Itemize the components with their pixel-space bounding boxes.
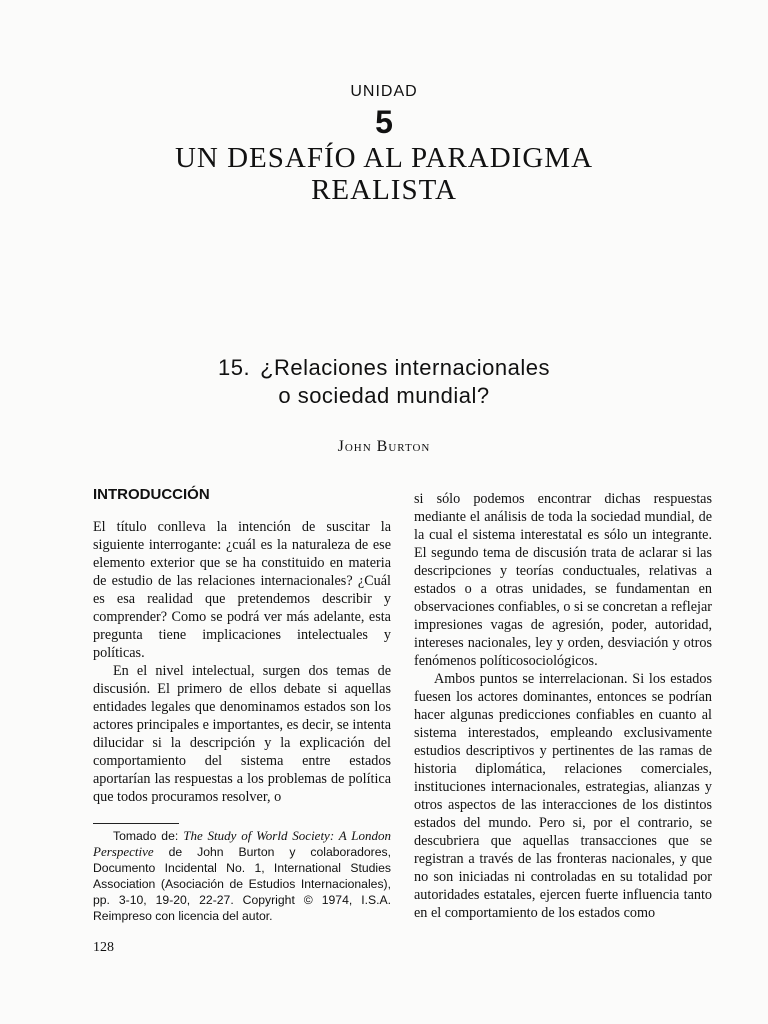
unit-title-line-2: REALISTA	[311, 174, 457, 206]
paragraph: El título conlleva la intención de suscitar la siguiente interrogante: ¿cuál es la naturaleza de ese elemento exterior que se ha constituido en materia de estudio de las relaciones internacionales? ¿Cuál es esa realidad que pretendemos describir y comprender? Como se podrá ver más adelante, esta pregunta tiene implicaciones intelectuales y políticas.	[93, 519, 391, 661]
section-heading: INTRODUCCIÓN	[93, 486, 210, 503]
unit-number: 5	[375, 104, 393, 140]
footnote-prefix: Tomado de:	[113, 829, 184, 843]
unit-title	[0, 142, 768, 206]
chapter-number: 15.	[218, 355, 251, 380]
unit-title-line-1: UN DESAFÍO AL PARADIGMA	[174, 142, 594, 174]
footnote-divider	[93, 823, 179, 824]
paragraph: Ambos puntos se interrelacionan. Si los estados fuesen los actores dominantes, entonces se podrían hacer algunas predicciones confiables en cuanto al sistema interestados, empleando exclusivamente estudios descriptivos y pertinentes de las ramas de historia diplomática, relaciones comerciales, instituciones internacionales, estrategias, alianzas y otros aspectos de las interacciones de los distintos estados del mundo. Pero si, por el contrario, se descubriera que aquellas transacciones que se registran a través de las fronteras nacionales, y que no son iniciadas ni controladas en su totalidad por autoridades estatales, ejercen fuerte influencia tanto en el comportamiento de los estados como	[414, 671, 712, 921]
footnote-rest: de John Burton y colaboradores, Documento Incidental No. 1, International Studies Association (Asociación de Estudios Internacionales), pp. 3-10, 19-20, 22-27. Copyright © 1974, I.S.A. Reimpreso con licencia del autor.	[93, 845, 391, 923]
right-column	[414, 490, 712, 922]
chapter-title-line-2: o sociedad mundial?	[278, 383, 490, 408]
chapter-title	[0, 354, 768, 410]
page-number: 128	[93, 940, 114, 955]
left-column	[93, 486, 391, 806]
chapter-title-line-1	[0, 354, 768, 382]
paragraph: si sólo podemos encontrar dichas respuestas mediante el análisis de toda la sociedad mundial, de la cual el sistema interestatal es sólo un integrante. El segundo tema de discusión trata de aclarar si las descripciones y teorías conductuales, relativas a estados o a otras unidades, se fundamentan en observaciones confiables, o si se concretan a reflejar impresiones vagas de agresión, poder, autoridad, intereses nacionales, ley y orden, desviación y otros fenómenos políticosociológicos.	[414, 491, 712, 669]
unit-label: UNIDAD	[350, 83, 418, 100]
paragraph: En el nivel intelectual, surgen dos temas de discusión. El primero de ellos debate si aquellas entidades legales que denominamos estados son los actores principales e importantes, es decir, se intenta dilucidar si la descripción y la explicación del comportamiento del sistema entre estados aportarían las respuestas a los problemas de política que todos procuramos resolver, o	[93, 663, 391, 805]
footnote	[93, 828, 391, 924]
footnote-source-title: The Study of World Society: A London Perspective	[93, 828, 391, 859]
author-name: John Burton	[337, 438, 431, 455]
chapter-title-text-1: ¿Relaciones internacionales	[260, 355, 550, 380]
